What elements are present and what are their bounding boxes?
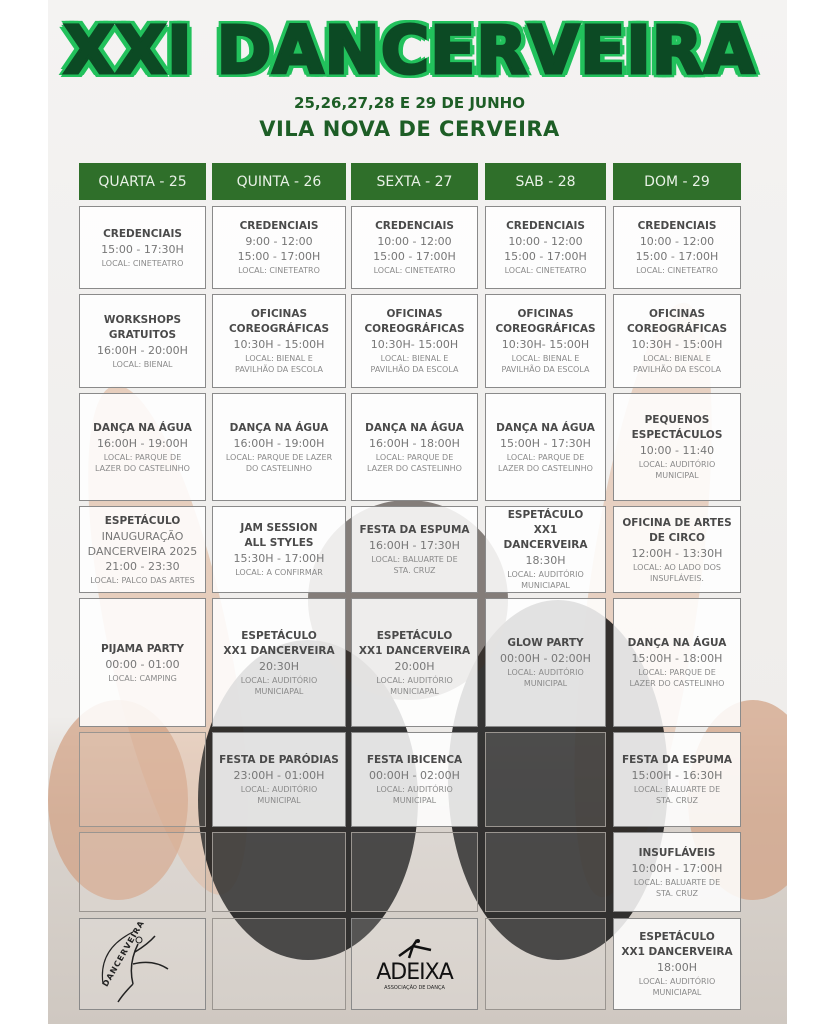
dancerveira-logo-text: DANCERVEIRA	[100, 918, 147, 989]
schedule-cell	[351, 206, 478, 289]
event-location: LOCAL: AUDITÓRIO MUNICIPAL	[240, 785, 318, 805]
event-location: LOCAL: CINETEATRO	[238, 266, 320, 275]
schedule-cell	[485, 506, 606, 593]
schedule-cell	[212, 206, 346, 289]
event-time: 15:00 - 17:00H	[504, 250, 587, 263]
event-title: DANÇA NA ÁGUA	[627, 637, 727, 649]
event-time: 16:00H - 17:30H	[369, 539, 460, 552]
schedule-cell	[79, 393, 206, 501]
schedule-cell	[613, 393, 741, 501]
schedule-cell	[351, 598, 478, 727]
schedule-cell	[485, 294, 606, 388]
adeixa-logo-text: ADEIXA	[376, 959, 453, 985]
event-time: 15:00 - 17:00H	[373, 250, 456, 263]
event-time: 23:00H - 01:00H	[233, 769, 325, 782]
event-title: WORKSHOPS GRATUITOS	[103, 313, 182, 341]
event-location: LOCAL: AUDITÓRIO MUNICIAPAL	[507, 570, 584, 590]
event-title: FESTA IBICENCA	[366, 754, 463, 766]
event-time: 16:00H - 19:00H	[233, 436, 325, 450]
event-time: 10:30H- 15:00H	[370, 338, 459, 351]
event-title: DANÇA NA ÁGUA	[93, 421, 192, 434]
festival-location: VILA NOVA DE CERVEIRA	[259, 117, 560, 141]
event-time: 15:00 - 17:00H	[237, 250, 321, 263]
schedule-cell	[613, 294, 741, 388]
event-title: DANÇA NA ÁGUA	[496, 421, 595, 434]
day-header: SAB - 28	[485, 163, 606, 200]
schedule-cell	[351, 732, 478, 827]
event-title: JAM SESSION ALL STYLES	[240, 522, 318, 549]
event-time: 15:00 - 17:30H	[101, 242, 184, 256]
event-time: 10:00 - 12:00	[639, 235, 715, 248]
event-title: ESPETÁCULO	[104, 514, 181, 527]
event-title: PEQUENOS ESPECTÁCULOS	[631, 414, 723, 441]
event-location: LOCAL: CINETEATRO	[504, 266, 587, 275]
event-title: ESPETÁCULO XX1 DANCERVEIRA	[503, 509, 588, 551]
event-location: LOCAL: BIENAL E PAVILHÃO DA ESCOLA	[501, 354, 590, 374]
event-title: OFICINAS COREOGRÁFICAS	[364, 308, 465, 335]
dancer-silhouette-icon	[93, 924, 193, 1004]
event-time: 18:00H	[657, 961, 697, 974]
schedule-cell	[79, 294, 206, 388]
event-location: LOCAL: AUDITÓRIO MUNICIPAL	[376, 785, 453, 805]
event-location: LOCAL: PARQUE DE LAZER DO CASTELINHO	[225, 452, 333, 473]
event-location: LOCAL: BALUARTE DE STA. CRUZ	[371, 555, 458, 575]
event-title: CREDENCIAIS	[375, 220, 454, 232]
event-time: 20:00H	[394, 659, 435, 673]
event-time: 10:00 - 11:40	[639, 444, 715, 457]
event-title: PIJAMA PARTY	[100, 642, 185, 655]
event-location: LOCAL: AUDITÓRIO MUNICIAPAL	[376, 675, 453, 696]
event-location: LOCAL: A CONFIRMAR	[235, 568, 323, 577]
empty-cell	[351, 832, 478, 912]
event-title: DANÇA NA ÁGUA	[229, 421, 329, 434]
schedule-cell	[212, 393, 346, 501]
event-location: LOCAL: AO LADO DOS INSUFLÁVEIS.	[632, 562, 722, 583]
event-time: 21:00 - 23:30	[105, 559, 180, 573]
event-title: OFICINA DE ARTES DE CIRCO	[622, 516, 732, 544]
schedule-cell	[485, 393, 606, 501]
day-header: QUINTA - 26	[212, 163, 346, 200]
schedule-cell	[613, 918, 741, 1010]
event-time: 18:30H	[525, 554, 566, 567]
adeixa-logo	[351, 918, 478, 1010]
event-location: LOCAL: PARQUE DE LAZER DO CASTELINHO	[95, 452, 190, 473]
event-location: LOCAL: BALUARTE DE STA. CRUZ	[633, 785, 721, 805]
event-location: LOCAL: AUDITÓRIO MUNICIPAL	[638, 460, 716, 480]
event-location: LOCAL: PARQUE DE LAZER DO CASTELINHO	[498, 452, 593, 473]
schedule-cell	[613, 598, 741, 727]
event-title: OFICINAS COREOGRÁFICAS	[626, 308, 728, 335]
event-location: LOCAL: CINETEATRO	[373, 266, 456, 275]
event-time: 15:00 - 17:00H	[635, 250, 719, 263]
schedule-cell	[212, 732, 346, 827]
event-title: FESTA DA ESPUMA	[359, 524, 470, 536]
festival-title: XXI DANCERVEIRA	[63, 12, 756, 89]
event-location: LOCAL: AUDITÓRIO MUNICIAPAL	[638, 977, 716, 997]
event-location: LOCAL: PARQUE DE LAZER DO CASTELINHO	[629, 668, 725, 688]
event-title: ESPETÁCULO XX1 DANCERVEIRA	[223, 629, 335, 657]
day-header: QUARTA - 25	[79, 163, 206, 200]
empty-cell	[485, 918, 606, 1010]
dancerveira-logo	[79, 918, 206, 1010]
day-header: DOM - 29	[613, 163, 741, 200]
event-time: 15:00H - 18:00H	[631, 652, 723, 665]
event-time: 00:00 - 01:00	[105, 657, 180, 671]
event-title: CREDENCIAIS	[637, 220, 717, 232]
empty-cell	[79, 732, 206, 827]
event-location: LOCAL: BALUARTE DE STA. CRUZ	[633, 877, 721, 898]
event-title: CREDENCIAIS	[103, 227, 182, 240]
event-time: 20:30H	[259, 659, 299, 673]
event-time: 15:00H - 17:30H	[500, 436, 591, 450]
event-location: LOCAL: BIENAL	[112, 359, 173, 369]
event-location: LOCAL: CAMPING	[108, 673, 177, 683]
event-time: 15:30H - 17:00H	[233, 552, 325, 565]
event-time: 16:00H - 19:00H	[97, 436, 188, 450]
schedule-cell	[212, 294, 346, 388]
event-title: INSUFLÁVEIS	[638, 846, 716, 859]
event-time: 00:00H - 02:00H	[500, 652, 591, 665]
festival-dates: 25,26,27,28 E 29 DE JUNHO	[294, 94, 525, 112]
event-title: ESPETÁCULO XX1 DANCERVEIRA	[358, 629, 471, 657]
event-time: 10:30H - 15:00H	[233, 338, 325, 351]
event-time: 10:00 - 12:00	[377, 235, 452, 248]
event-location: LOCAL: CINETEATRO	[101, 258, 184, 268]
schedule-cell	[613, 832, 741, 912]
empty-cell	[79, 832, 206, 912]
empty-cell	[485, 732, 606, 827]
event-time: 10:00H - 17:00H	[631, 861, 723, 875]
empty-cell	[212, 832, 346, 912]
event-title: OFICINAS COREOGRÁFICAS	[495, 308, 596, 335]
event-title: FESTA DE PARÓDIAS	[219, 754, 339, 766]
event-title: ESPETÁCULO XX1 DANCERVEIRA	[621, 931, 733, 958]
schedule-cell	[613, 206, 741, 289]
schedule-cell	[351, 393, 478, 501]
event-location: LOCAL: PARQUE DE LAZER DO CASTELINHO	[367, 452, 462, 473]
event-title: CREDENCIAIS	[239, 220, 319, 232]
adeixa-logo-subtitle: ASSOCIAÇÃO DE DANÇA	[384, 984, 445, 991]
event-location: LOCAL: AUDITÓRIO MUNICIAPAL	[240, 675, 318, 696]
schedule-cell	[613, 732, 741, 827]
schedule-cell	[79, 206, 206, 289]
schedule-cell	[485, 598, 606, 727]
event-time: 00:00H - 02:00H	[369, 769, 460, 782]
event-location: LOCAL: CINETEATRO	[636, 266, 718, 275]
event-time: 10:30H - 15:00H	[631, 338, 723, 351]
event-title: DANÇA NA ÁGUA	[365, 421, 464, 434]
schedule-cell	[351, 506, 478, 593]
event-title: OFICINAS COREOGRÁFICAS	[228, 308, 330, 335]
schedule-cell	[212, 506, 346, 593]
event-time: 9:00 - 12:00	[245, 235, 313, 248]
event-subtitle: INAUGURAÇÃO DANCERVEIRA 2025	[87, 529, 198, 558]
empty-cell	[485, 832, 606, 912]
schedule-cell	[79, 506, 206, 593]
event-time: 16:00H - 20:00H	[97, 343, 188, 357]
schedule-cell	[485, 206, 606, 289]
event-time: 10:30H- 15:00H	[501, 338, 590, 351]
event-title: CREDENCIAIS	[506, 220, 585, 232]
event-location: LOCAL: BIENAL E PAVILHÃO DA ESCOLA	[633, 354, 721, 374]
empty-cell	[212, 918, 346, 1010]
event-time: 16:00H - 18:00H	[369, 436, 460, 450]
day-header: SEXTA - 27	[351, 163, 478, 200]
schedule-cell	[351, 294, 478, 388]
schedule-cell	[613, 506, 741, 593]
event-location: LOCAL: BIENAL E PAVILHÃO DA ESCOLA	[235, 354, 323, 374]
schedule-cell	[212, 598, 346, 727]
event-time: 10:00 - 12:00	[508, 235, 583, 248]
event-title: FESTA DA ESPUMA	[621, 754, 733, 766]
event-location: LOCAL: AUDITÓRIO MUNICIPAL	[507, 668, 584, 688]
event-time: 12:00H - 13:30H	[631, 546, 723, 560]
event-location: LOCAL: PALCO DAS ARTES	[90, 575, 195, 585]
event-location: LOCAL: BIENAL E PAVILHÃO DA ESCOLA	[370, 354, 459, 374]
dancer-leap-icon	[395, 938, 435, 960]
schedule-cell	[79, 598, 206, 727]
event-title: GLOW PARTY	[507, 637, 584, 649]
event-time: 15:00H - 16:30H	[631, 769, 723, 782]
